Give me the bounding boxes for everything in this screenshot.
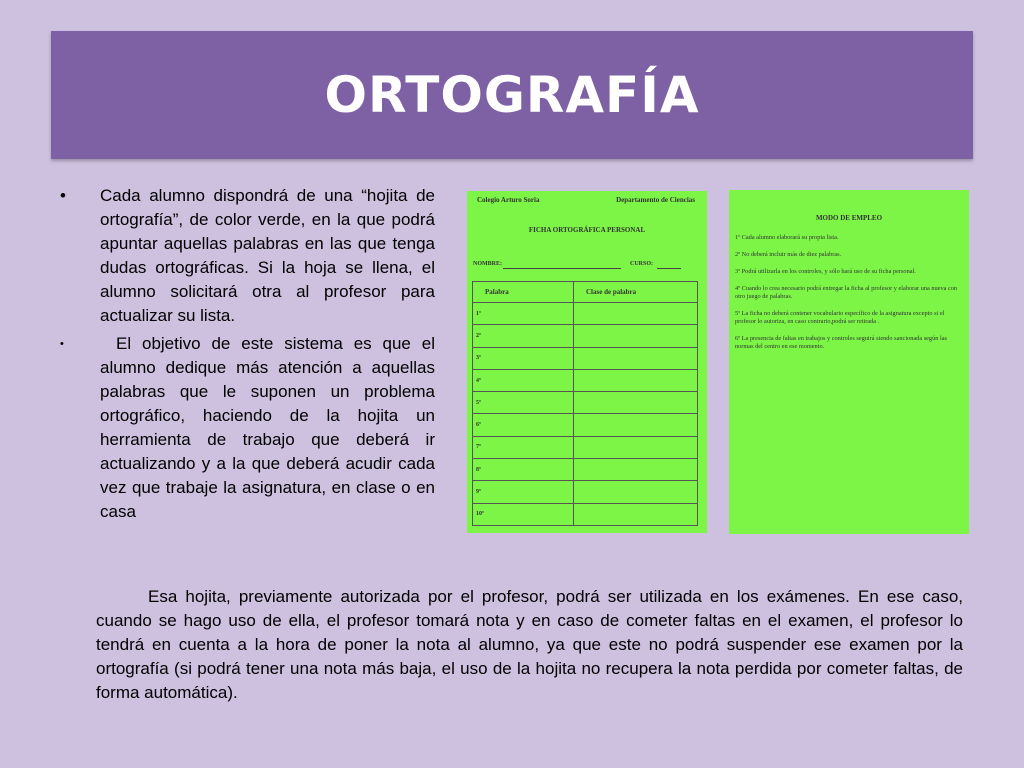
- table-row: [473, 369, 698, 391]
- row-number: 5º: [473, 392, 574, 414]
- row-cell: [574, 481, 698, 503]
- row-number: 10º: [473, 503, 574, 525]
- bullet-marker: •: [60, 186, 66, 205]
- row-cell: [574, 325, 698, 347]
- row-number: 7º: [473, 436, 574, 458]
- bullet-text: El objetivo de este sistema es que el alumno dedique más atención a aquellas palabras que le suponen un problema ortográfico, haciendo de la hojita un herramienta de trabajo que deberá ir actualizando y a la que deberá acudir cada vez que trabaje la asignatura, en clase o en casa: [100, 334, 435, 521]
- list-item: 5º La ficha no deberá contener vocabulario específico de la asignatura excepto si el profesor lo autoriza, en caso contrario,podrá ser retirada .: [735, 310, 945, 325]
- row-cell: [574, 347, 698, 369]
- row-number: 2º: [473, 325, 574, 347]
- ficha-course-label: CURSO:: [630, 261, 654, 267]
- bullet-item: [60, 184, 435, 328]
- table-row: [473, 303, 698, 325]
- body-paragraph: Esa hojita, previamente autorizada por el profesor, podrá ser utilizada en los exámenes. En ese caso, cuando se hago uso de ella, el profesor tomará nota y en caso de cometer faltas en el examen, el profesor lo tendrá en cuenta a la hora de poner la nota al alumno, ya que este no podrá suspender ese examen por la ortografía (si podrá tener una nota más baja, el uso de la hojita no recupera la nota perdida por cometer faltas, de forma automática).: [96, 587, 963, 702]
- table-row: [473, 414, 698, 436]
- table-row: [473, 347, 698, 369]
- list-item: 3º Podrá utilizarla en los controles, y sólo hará uso de su ficha personal.: [735, 268, 916, 275]
- row-cell: [574, 414, 698, 436]
- table-row: [473, 436, 698, 458]
- table-row: [473, 481, 698, 503]
- ficha-name-line: [503, 268, 621, 269]
- bullet-marker: •: [60, 338, 64, 350]
- row-number: 6º: [473, 414, 574, 436]
- row-cell: [574, 436, 698, 458]
- ficha-school: Colegio Arturo Soria: [477, 196, 540, 204]
- list-item: 2º No deberá incluir más de diez palabras.: [735, 251, 842, 258]
- ficha-course-line: [657, 268, 681, 269]
- ficha-department: Departamento de Ciencias: [616, 196, 695, 204]
- modo-list: [735, 234, 963, 360]
- bullet-item: [60, 332, 435, 524]
- ficha-name-label: NOMBRE:: [473, 261, 502, 267]
- row-cell: [574, 303, 698, 325]
- table-row: [473, 325, 698, 347]
- row-cell: [574, 503, 698, 525]
- list-item: 4º Cuando lo crea necesario podrá entregar la ficha al profesor y elaborar una nueva con otro juego de palabras.: [735, 285, 958, 300]
- ficha-col-class: Clase de palabra: [574, 282, 698, 303]
- bullet-text: Cada alumno dispondrá de una “hojita de ortografía”, de color verde, en la que podrá apuntar aquellas palabras en las que tenga dudas ortográficas. Si la hoja se llena, el alumno solicitará otra al profesor para actualizar su lista.: [100, 186, 435, 325]
- list-item: 6º La presencia de faltas en trabajos y controles seguirá siendo sancionada según las normas del centro en ese momento.: [735, 335, 947, 350]
- ficha-ortografica-image: [467, 191, 707, 533]
- ficha-table: [472, 281, 698, 526]
- row-cell: [574, 392, 698, 414]
- row-number: 3º: [473, 347, 574, 369]
- table-row: [473, 459, 698, 481]
- row-cell: [574, 459, 698, 481]
- bullet-list: [60, 184, 435, 528]
- list-item: 1º Cada alumno elaborará su propia lista.: [735, 234, 839, 241]
- table-row: [473, 503, 698, 525]
- ficha-col-word: Palabra: [473, 282, 574, 303]
- ficha-header-row: [473, 282, 698, 303]
- table-row: [473, 392, 698, 414]
- modo-de-empleo-image: [729, 190, 969, 534]
- row-number: 8º: [473, 459, 574, 481]
- row-number: 4º: [473, 369, 574, 391]
- row-number: 1º: [473, 303, 574, 325]
- slide-title: ORTOGRAFÍA: [324, 66, 700, 124]
- modo-title: MODO DE EMPLEO: [815, 214, 883, 222]
- ficha-title: FICHA ORTOGRÁFICA PERSONAL: [528, 226, 646, 234]
- row-cell: [574, 369, 698, 391]
- title-banner: [51, 31, 973, 159]
- row-number: 9º: [473, 481, 574, 503]
